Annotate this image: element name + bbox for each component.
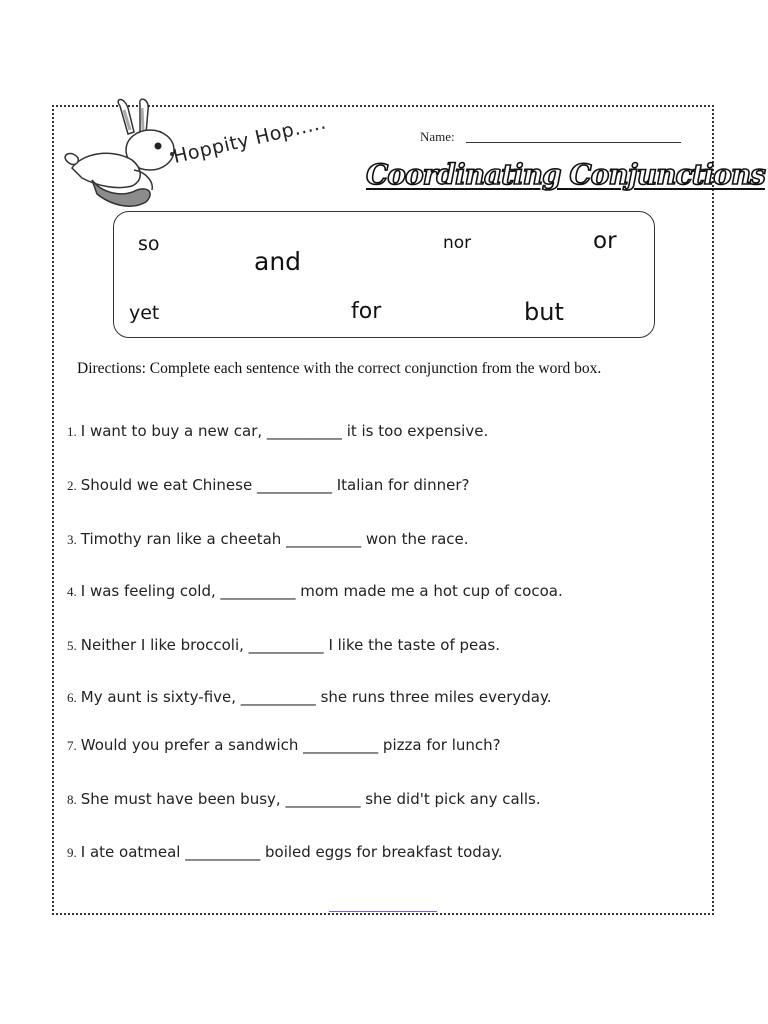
question-text: Timothy ran like a cheetah __________ won the race. <box>80 530 469 548</box>
question-text: I was feeling cold, __________ mom made me a hot cup of cocoa. <box>80 582 563 600</box>
question-2 <box>67 476 469 494</box>
word-for: for <box>351 299 382 324</box>
question-5 <box>67 636 500 654</box>
directions-text: Directions: Complete each sentence with the correct conjunction from the word box. <box>77 360 602 377</box>
word-but: but <box>524 298 564 326</box>
word-yet: yet <box>129 302 160 324</box>
question-number: 5. <box>67 638 77 653</box>
footer-link-underline <box>329 911 437 912</box>
question-number: 3. <box>67 532 77 547</box>
question-1 <box>67 422 488 440</box>
question-text: She must have been busy, __________ she did't pick any calls. <box>80 790 541 808</box>
question-number: 1. <box>67 424 77 439</box>
question-8 <box>67 790 541 808</box>
question-number: 6. <box>67 690 77 705</box>
name-input-line[interactable] <box>466 142 681 143</box>
question-6 <box>67 688 551 706</box>
word-and: and <box>254 247 302 276</box>
question-4 <box>67 582 563 600</box>
question-number: 7. <box>67 738 77 753</box>
word-so: so <box>138 233 160 255</box>
page-title: Coordinating Conjunctions <box>366 158 765 191</box>
question-number: 8. <box>67 792 77 807</box>
question-9 <box>67 843 502 861</box>
question-number: 4. <box>67 584 77 599</box>
question-number: 2. <box>67 478 77 493</box>
question-text: Neither I like broccoli, __________ I like the taste of peas. <box>80 636 501 654</box>
word-box <box>113 211 655 338</box>
word-nor: nor <box>443 233 472 253</box>
question-text: Would you prefer a sandwich __________ pizza for lunch? <box>80 736 501 754</box>
question-text: My aunt is sixty-five, __________ she runs three miles everyday. <box>80 688 552 706</box>
question-3 <box>67 530 469 548</box>
question-text: I want to buy a new car, __________ it is too expensive. <box>80 422 489 440</box>
question-7 <box>67 736 501 754</box>
question-number: 9. <box>67 845 77 860</box>
logo-text: Hoppity Hop..... <box>171 111 329 168</box>
name-label: Name: <box>420 129 455 144</box>
word-or: or <box>593 228 617 254</box>
bunny-icon <box>62 98 187 213</box>
question-text: I ate oatmeal __________ boiled eggs for breakfast today. <box>80 843 503 861</box>
question-text: Should we eat Chinese __________ Italian for dinner? <box>80 476 470 494</box>
